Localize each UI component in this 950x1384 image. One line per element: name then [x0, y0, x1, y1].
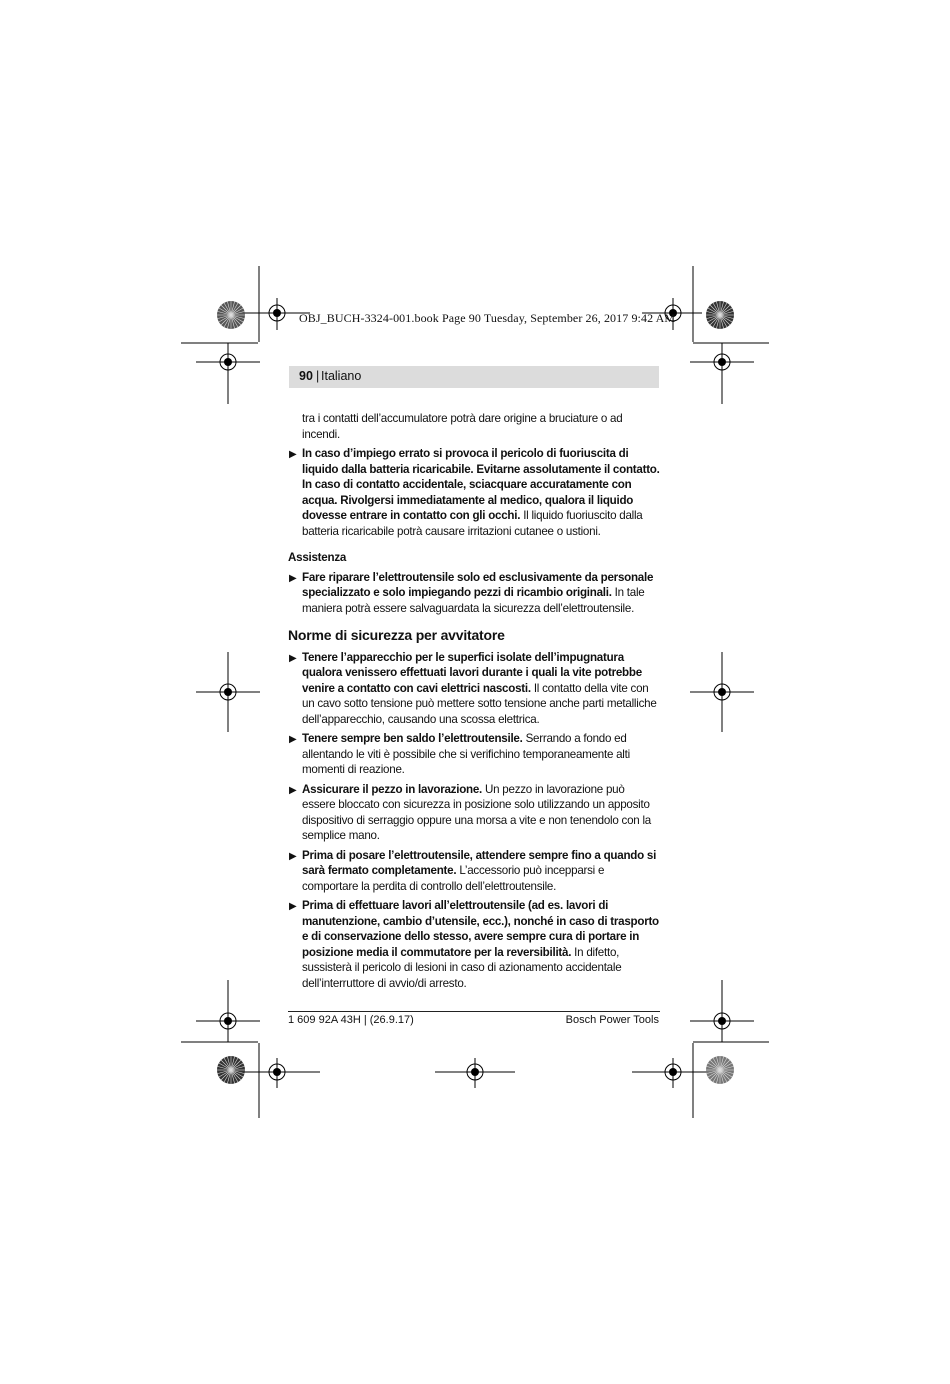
bullet-item [288, 650, 660, 728]
header-separator: | [316, 369, 320, 383]
bullet-item [288, 570, 660, 617]
bullet-text: In tale maniera potrà essere salvaguardata la sicurezza dell’elettroutensile. [302, 586, 645, 615]
bullet-item [288, 898, 660, 991]
bullet-triangle-icon: ▶ [289, 784, 297, 796]
bullet-text: In difetto, sussisterà il pericolo di lesioni in caso di azionamento accidentale dell’interruttore di avvio/di arresto. [302, 945, 622, 990]
bullet-text: Il contatto della vite con un cavo sotto tensione può mettere sotto tensione anche parti metalliche dell’apparecchio, causando una scossa elettrica. [302, 681, 657, 726]
footer-code: 1 609 92A 43H | (26.9.17) [288, 1014, 414, 1026]
footer-rule [288, 1011, 660, 1012]
bullet-triangle-icon: ▶ [289, 652, 297, 664]
bullet-triangle-icon: ▶ [289, 850, 297, 862]
bullet-item [288, 848, 660, 895]
header-language: Italiano [321, 369, 362, 383]
section-heading: Norme di sicurezza per avvitatore [288, 627, 505, 643]
bullet-text: Il liquido fuoriuscito dalla batteria ricaricabile potrà causare irritazioni cutanee o ustioni. [302, 509, 643, 538]
page-content [288, 411, 660, 991]
bullet-bold: Tenere sempre ben saldo l’elettroutensile. [302, 732, 523, 745]
bullet-bold: Prima di effettuare lavori all’elettroutensile (ad es. lavori di manutenzione, cambio d’utensile, ecc.), nonché in caso di trasporto e di conservazione dello stesso, avere sempre cura di portare in posizione media il commutatore per la reversibilità. [302, 899, 659, 959]
bullet-bold: In caso d’impiego errato si provoca il pericolo di fuoriuscita di liquido dalla batteria ricaricabile. Evitarne assolutamente il contatto. In caso di contatto accidentale, sciacquare accuratamente con acqua. Rivolgersi immediatamente al medico, qualora il liquido dovesse entrare in contatto con gli occhi. [302, 447, 660, 522]
bullet-text: L’accessorio può incepparsi e comportare la perdita di controllo dell’elettroutensile. [302, 864, 605, 893]
bullet-item [288, 446, 660, 539]
print-slug: OBJ_BUCH-3324-001.book Page 90 Tuesday, September 26, 2017 9:42 AM [299, 311, 676, 325]
footer-brand: Bosch Power Tools [565, 1014, 659, 1026]
bullet-bold: Fare riparare l’elettroutensile solo ed esclusivamente da personale specializzato e solo impiegando pezzi di ricambio originali. [302, 570, 654, 599]
page-header [289, 366, 659, 388]
bullet-text: Un pezzo in lavorazione può essere bloccato con sicurezza in posizione solo utilizzando un apposito dispositivo di serraggio oppure una morsa a vite e non tenendolo con la semplice mano. [302, 782, 651, 842]
bullet-bold: Tenere l’apparecchio per le superfici isolate dell’impugnatura qualora venissero effettuati lavori durante i quali la vite potrebbe venire a contatto con cavi elettrici nascosti. [302, 650, 642, 695]
intro-paragraph: tra i contatti dell’accumulatore potrà dare origine a bruciature o ad incendi. [302, 412, 623, 441]
bullet-triangle-icon: ▶ [289, 901, 297, 912]
page-number: 90 [299, 369, 313, 383]
bullet-item [288, 782, 660, 844]
bullet-bold: Assicurare il pezzo in lavorazione. [302, 782, 483, 796]
assistenza-heading: Assistenza [288, 551, 347, 564]
bullet-triangle-icon: ▶ [289, 449, 297, 460]
bullet-triangle-icon: ▶ [289, 572, 297, 584]
bullet-bold: Prima di posare l’elettroutensile, attendere sempre fino a quando si sarà fermato completamente. [302, 848, 657, 877]
bullet-item [288, 731, 660, 778]
bullet-text: Serrando a fondo ed allentando le viti è possibile che si verifichino temporaneamente alti momenti di reazione. [302, 732, 630, 776]
bullet-triangle-icon: ▶ [289, 734, 297, 745]
